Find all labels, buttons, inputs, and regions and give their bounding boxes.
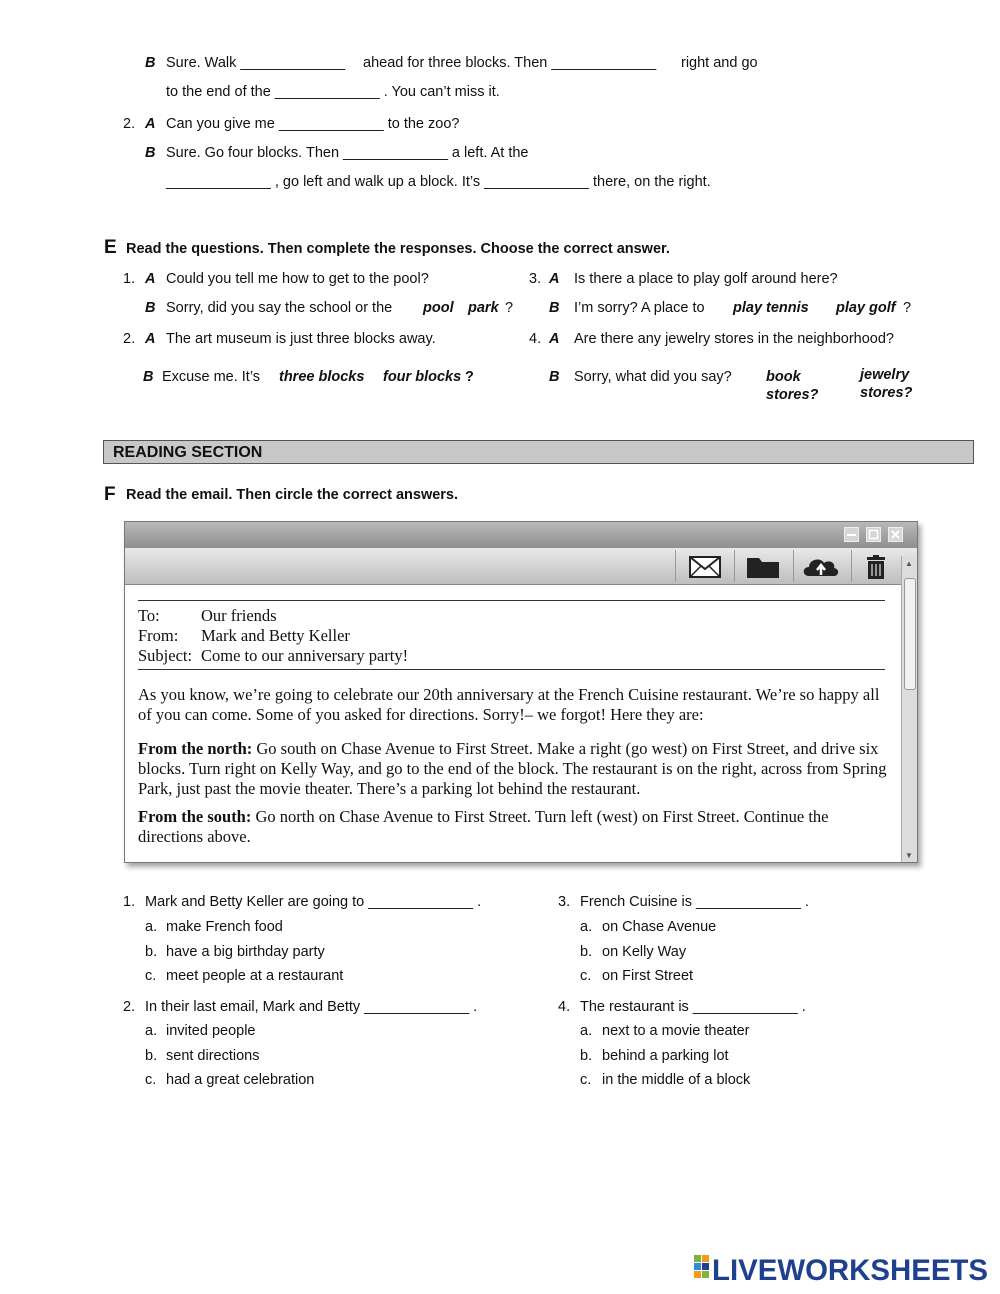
dialogue-text: Sure. Walk _____________	[166, 55, 346, 71]
choice-text: jewelry	[860, 367, 910, 383]
option-letter: b.	[580, 1048, 593, 1064]
punctuation: ?	[465, 369, 474, 385]
answer-option[interactable]: had a great celebration	[166, 1072, 315, 1088]
choice-text: stores?	[766, 387, 819, 403]
scroll-thumb[interactable]	[904, 578, 916, 690]
item-number: 2.	[123, 331, 136, 347]
subject-label: Subject:	[138, 646, 193, 665]
from-label: From:	[138, 626, 179, 645]
answer-option[interactable]: on First Street	[602, 968, 694, 984]
liveworksheets-logo	[692, 1251, 992, 1287]
option-letter: a.	[580, 919, 593, 935]
answer-option[interactable]: meet people at a restaurant	[166, 968, 344, 984]
choice-text: book	[766, 369, 801, 385]
choice-pool[interactable]: pool	[423, 300, 454, 316]
response-text: Excuse me. It’s	[162, 369, 261, 385]
dialogue-text: Sure. Go four blocks. Then _____________ a left. At the	[166, 145, 529, 161]
speaker-a: A	[145, 271, 156, 287]
question-stem: The restaurant is _____________ .	[580, 999, 806, 1015]
option-letter: c.	[580, 968, 592, 984]
close-icon[interactable]	[888, 527, 903, 542]
direction-heading: From the south:	[138, 807, 252, 826]
direction-heading: From the north:	[138, 739, 253, 758]
choice-three-blocks[interactable]: three blocks	[279, 369, 365, 385]
question-text: Could you tell me how to get to the pool?	[166, 271, 429, 287]
choice-play-golf[interactable]: play golf	[836, 300, 896, 316]
reading-section-header	[103, 440, 974, 464]
to-value: Our friends	[201, 606, 277, 625]
email-paragraph-north	[138, 739, 888, 799]
item-number: 3.	[529, 271, 542, 287]
choice-text: stores?	[860, 385, 913, 401]
dialogue-text: ahead for three blocks. Then _____________	[363, 55, 657, 71]
email-window	[124, 521, 918, 863]
response-text: Sorry, did you say the school or the	[166, 300, 393, 316]
question-text: Are there any jewelry stores in the neighborhood?	[574, 331, 894, 347]
choice-book-stores[interactable]	[766, 368, 818, 404]
answer-option[interactable]: on Kelly Way	[602, 944, 687, 960]
question-stem: French Cuisine is _____________ .	[580, 894, 809, 910]
response-text: Sorry, what did you say?	[574, 369, 732, 385]
dialogue-text: Can you give me _____________ to the zoo?	[166, 116, 460, 132]
option-letter: c.	[580, 1072, 592, 1088]
option-letter: b.	[145, 1048, 158, 1064]
direction-text: Go south on Chase Avenue to First Street. Make a right (go west) on First Street, and drive six blocks. Turn right on Kelly Way, and go to the end of the block. The restaurant is on the right, across from Spring Park, just past the movie theater. There’s a parking lot behind the restaurant.	[138, 739, 887, 798]
item-number: 3.	[558, 894, 571, 910]
maximize-icon[interactable]	[866, 527, 881, 542]
answer-option[interactable]: on Chase Avenue	[602, 919, 717, 935]
item-number: 2.	[123, 116, 136, 132]
speaker-b: B	[143, 369, 154, 385]
option-letter: a.	[580, 1023, 593, 1039]
window-titlebar	[125, 522, 917, 548]
answer-option[interactable]: sent directions	[166, 1048, 260, 1064]
answer-option[interactable]: have a big birthday party	[166, 944, 325, 960]
speaker-a: A	[145, 116, 156, 132]
section-letter-f: F	[104, 484, 116, 505]
item-number: 1.	[123, 894, 136, 910]
speaker-b: B	[145, 300, 156, 316]
logo-text: LIVEWORKSHEETS	[712, 1254, 988, 1287]
item-number: 4.	[558, 999, 571, 1015]
speaker-b: B	[145, 145, 156, 161]
email-toolbar	[125, 548, 917, 585]
speaker-a: A	[549, 331, 560, 347]
item-number: 1.	[123, 271, 136, 287]
item-number: 4.	[529, 331, 542, 347]
question-text: The art museum is just three blocks away.	[166, 331, 436, 347]
dialogue-text: _____________ , go left and walk up a block. It’s _____________ there, on the right.	[166, 174, 711, 190]
answer-option[interactable]: make French food	[166, 919, 283, 935]
speaker-a: A	[145, 331, 156, 347]
speaker-b: B	[145, 55, 156, 71]
question-stem: In their last email, Mark and Betty _____________ .	[145, 999, 478, 1015]
scroll-down-icon[interactable]: ▼	[905, 851, 913, 860]
option-letter: c.	[145, 968, 157, 984]
subject-value: Come to our anniversary party!	[201, 646, 409, 665]
dialogue-text: right and go	[681, 55, 758, 71]
answer-option[interactable]: invited people	[166, 1023, 256, 1039]
choice-play-tennis[interactable]: play tennis	[733, 300, 809, 316]
section-letter-e: E	[104, 237, 117, 258]
folder-icon[interactable]	[741, 554, 787, 580]
mail-icon[interactable]	[683, 554, 729, 580]
answer-option[interactable]: in the middle of a block	[602, 1072, 751, 1088]
section-f-instruction: Read the email. Then circle the correct answers.	[126, 487, 459, 503]
section-e-instruction: Read the questions. Then complete the responses. Choose the correct answer.	[126, 241, 670, 257]
response-text: I’m sorry? A place to	[574, 300, 705, 316]
speaker-a: A	[549, 271, 560, 287]
choice-four-blocks[interactable]: four blocks	[383, 369, 462, 385]
cloud-upload-icon[interactable]	[799, 554, 845, 580]
option-letter: c.	[145, 1072, 157, 1088]
option-letter: a.	[145, 919, 158, 935]
question-text: Is there a place to play golf around here?	[574, 271, 838, 287]
from-value: Mark and Betty Keller	[201, 626, 350, 645]
answer-option[interactable]: next to a movie theater	[602, 1023, 750, 1039]
to-label: To:	[138, 606, 160, 625]
email-scrollbar[interactable]	[901, 556, 917, 862]
option-letter: b.	[580, 944, 593, 960]
email-paragraph-south	[138, 807, 888, 847]
question-stem: Mark and Betty Keller are going to _____________ .	[145, 894, 482, 910]
answer-option[interactable]: behind a parking lot	[602, 1048, 729, 1064]
speaker-b: B	[549, 369, 560, 385]
minimize-icon[interactable]	[844, 527, 859, 542]
email-paragraph: As you know, we’re going to celebrate our 20th anniversary at the French Cuisine restaurant. We’re so happy all of you can come. Some of you asked for directions. Sorry!– we forgot! Here they are:	[138, 685, 880, 724]
option-letter: a.	[145, 1023, 158, 1039]
option-letter: b.	[145, 944, 158, 960]
trash-icon[interactable]	[854, 554, 900, 580]
choice-jewelry-stores[interactable]	[860, 366, 912, 402]
choice-park[interactable]: park	[468, 300, 499, 316]
speaker-b: B	[549, 300, 560, 316]
item-number: 2.	[123, 999, 136, 1015]
punctuation: ?	[505, 300, 514, 316]
punctuation: ?	[903, 300, 912, 316]
reading-section-title: READING SECTION	[113, 444, 263, 461]
scroll-up-icon[interactable]: ▲	[905, 559, 913, 568]
dialogue-text: to the end of the _____________ . You can’t miss it.	[166, 84, 500, 100]
direction-text: Go north on Chase Avenue to First Street. Turn left (west) on First Street. Continue the directions above.	[138, 807, 829, 846]
